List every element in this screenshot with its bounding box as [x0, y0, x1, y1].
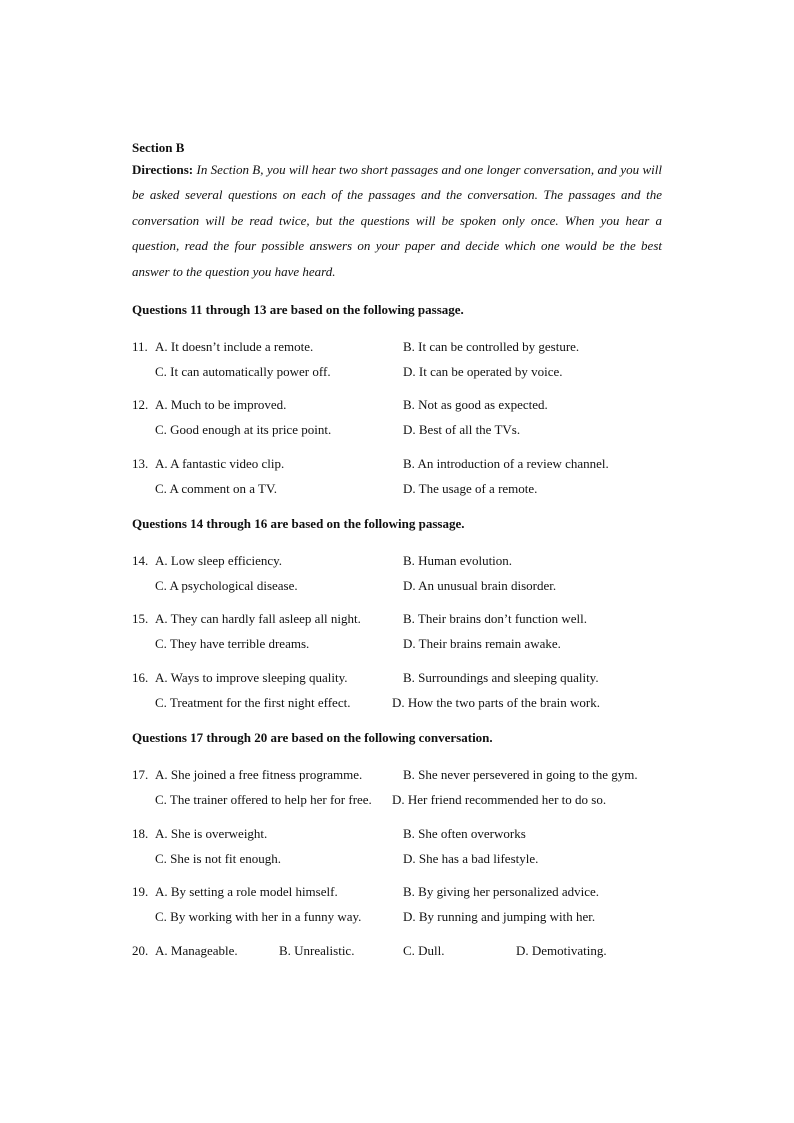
- question-number: 15.: [132, 611, 149, 626]
- option-a: A. She is overweight.: [155, 826, 268, 841]
- option-a: A. Much to be improved.: [155, 397, 287, 412]
- option-a: A. She joined a free fitness programme.: [155, 767, 363, 782]
- group-heading-2: Questions 14 through 16 are based on the following passage.: [132, 516, 465, 531]
- question-number: 17.: [132, 767, 149, 782]
- option-c: C. A comment on a TV.: [155, 481, 277, 496]
- option-a: A. They can hardly fall asleep all night.: [155, 611, 361, 626]
- option-d: D. Their brains remain awake.: [403, 636, 561, 651]
- question-20: [132, 943, 672, 968]
- option-c: C. They have terrible dreams.: [155, 636, 310, 651]
- option-c: C. The trainer offered to help her for free.: [155, 792, 372, 807]
- question-number: 19.: [132, 884, 149, 899]
- option-d: D. Best of all the TVs.: [403, 422, 521, 437]
- option-d: D. How the two parts of the brain work.: [392, 695, 600, 710]
- question-number: 12.: [132, 397, 149, 412]
- option-c: C. It can automatically power off.: [155, 364, 331, 379]
- group-heading-1: Questions 11 through 13 are based on the following passage.: [132, 302, 464, 317]
- option-b: B. By giving her personalized advice.: [403, 884, 600, 899]
- directions-text: In Section B, you will hear two short passages and one longer conversation, and you will be asked several questions on each of the passages and the conversation. The passages and the conversation will be read twice, but the questions will be spoken only once. When you hear a question, read the four possible answers on your paper and decide which one would be the best answer to the question you have heard.: [132, 162, 662, 279]
- section-title: Section B: [132, 140, 185, 155]
- directions: [132, 157, 662, 284]
- option-c: C. Good enough at its price point.: [155, 422, 332, 437]
- question-number: 20.: [132, 943, 149, 958]
- question-19: [132, 884, 672, 934]
- option-a: A. Ways to improve sleeping quality.: [155, 670, 348, 685]
- option-b: B. It can be controlled by gesture.: [403, 339, 580, 354]
- option-c: C. She is not fit enough.: [155, 851, 282, 866]
- question-number: 11.: [132, 339, 148, 354]
- question-12: [132, 397, 672, 447]
- option-a: A. A fantastic video clip.: [155, 456, 285, 471]
- question-number: 14.: [132, 553, 149, 568]
- option-d: D. She has a bad lifestyle.: [403, 851, 539, 866]
- question-17: [132, 767, 672, 817]
- option-a: A. By setting a role model himself.: [155, 884, 338, 899]
- question-14: [132, 553, 672, 603]
- question-18: [132, 826, 672, 876]
- option-d: D. Her friend recommended her to do so.: [392, 792, 607, 807]
- question-number: 18.: [132, 826, 149, 841]
- question-13: [132, 456, 672, 506]
- option-d: D. The usage of a remote.: [403, 481, 538, 496]
- option-b: B. She never persevered in going to the gym.: [403, 767, 638, 782]
- option-b: B. She often overworks: [403, 826, 526, 841]
- question-16: [132, 670, 672, 720]
- option-c: C. Treatment for the first night effect.: [155, 695, 351, 710]
- option-b: B. Human evolution.: [403, 553, 513, 568]
- option-c: C. By working with her in a funny way.: [155, 909, 362, 924]
- option-b: B. An introduction of a review channel.: [403, 456, 609, 471]
- option-b: B. Surroundings and sleeping quality.: [403, 670, 599, 685]
- option-a: A. It doesn’t include a remote.: [155, 339, 314, 354]
- option-a: A. Low sleep efficiency.: [155, 553, 283, 568]
- option-d: D. An unusual brain disorder.: [403, 578, 557, 593]
- option-b: B. Not as good as expected.: [403, 397, 548, 412]
- option-b: B. Their brains don’t function well.: [403, 611, 588, 626]
- group-heading-3: Questions 17 through 20 are based on the following conversation.: [132, 730, 493, 745]
- option-c: C. A psychological disease.: [155, 578, 298, 593]
- question-15: [132, 611, 672, 661]
- option-d: D. By running and jumping with her.: [403, 909, 596, 924]
- option-d: D. Demotivating.: [516, 943, 607, 958]
- directions-label: Directions:: [132, 162, 194, 177]
- question-number: 16.: [132, 670, 149, 685]
- option-c: C. Dull.: [403, 943, 445, 958]
- question-11: [132, 339, 672, 389]
- option-d: D. It can be operated by voice.: [403, 364, 563, 379]
- exam-page: [132, 140, 662, 958]
- option-b: B. Unrealistic.: [279, 943, 355, 958]
- question-number: 13.: [132, 456, 149, 471]
- option-a: A. Manageable.: [155, 943, 238, 958]
